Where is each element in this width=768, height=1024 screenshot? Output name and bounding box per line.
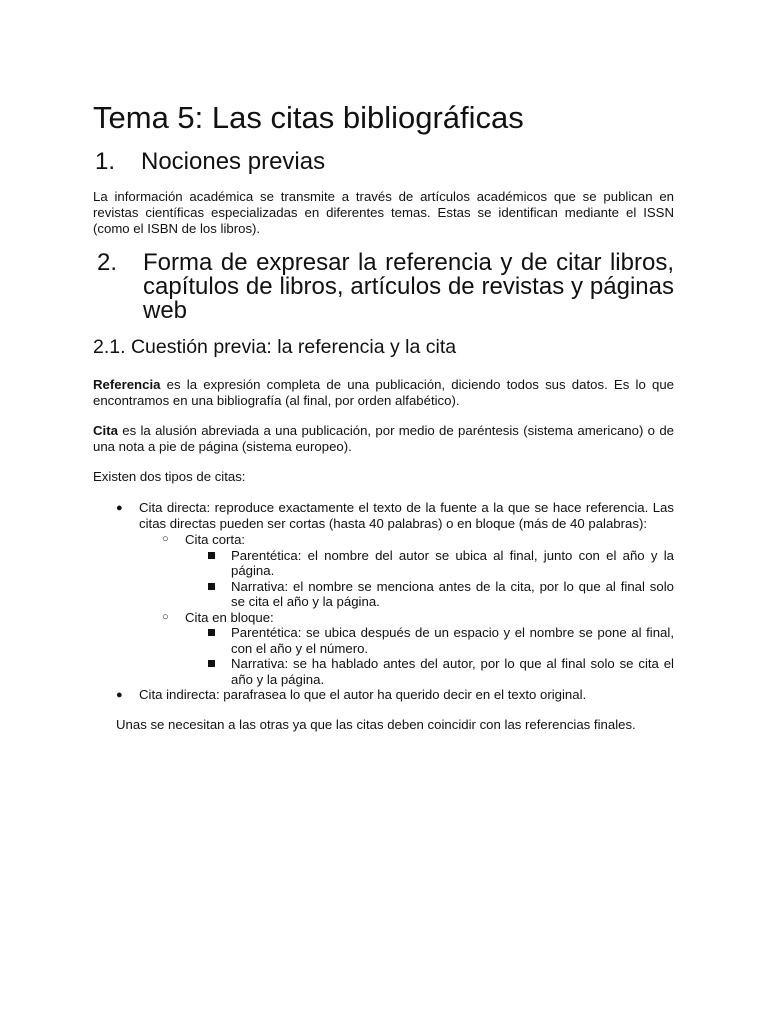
square-bullet-icon	[208, 552, 215, 559]
list-item-text: Cita indirecta: parafrasea lo que el autor ha querido decir en el texto original.	[139, 687, 587, 702]
list-item-text: Cita directa: reproduce exactamente el texto de la fuente a la que se hace referencia. Las citas directas pueden ser cortas (hasta 40 palabras) o en bloque (más de 40 palabras):	[139, 500, 674, 531]
direct-citation-sublist	[139, 532, 674, 687]
citation-types-list	[93, 500, 674, 703]
cita-term: Cita	[93, 423, 118, 438]
square-bullet-icon	[208, 660, 215, 667]
section-1-title: Nociones previas	[141, 148, 326, 175]
referencia-definition: es la expresión completa de una publicación, diciendo todos sus datos. Es lo que encontramos en una bibliografía (al final, por orden alfabético).	[93, 377, 674, 408]
list-item-narrativa	[208, 579, 674, 610]
list-item-cita-indirecta	[116, 687, 674, 703]
section-2-title: Forma de expresar la referencia y de citar libros, capítulos de libros, artículos de revistas y páginas web	[143, 249, 674, 324]
section-2-heading	[93, 251, 674, 323]
bullet-icon: ●	[116, 502, 123, 514]
document-page	[93, 98, 674, 733]
referencia-paragraph	[93, 377, 674, 409]
cita-definition: es la alusión abreviada a una publicación, por medio de paréntesis (sistema americano) o de una nota a pie de página (sistema europeo).	[93, 423, 674, 454]
section-1-number: 1.	[95, 148, 116, 175]
tipos-intro: Existen dos tipos de citas:	[93, 469, 246, 484]
closing-paragraph: Unas se necesitan a las otras ya que las citas deben coincidir con las referencias finales.	[116, 717, 636, 732]
section-1-heading	[93, 150, 674, 174]
list-item-narrativa	[208, 656, 674, 687]
list-item-text: Cita en bloque:	[185, 609, 274, 625]
list-item-text: Narrativa: el nombre se menciona antes de la cita, por lo que al final solo se cita el año y la página.	[231, 578, 674, 609]
list-item-text: Cita corta:	[185, 532, 246, 547]
circle-bullet-icon: ○	[162, 533, 169, 545]
list-item-parentetica	[208, 625, 674, 656]
section-2-number: 2.	[97, 249, 118, 276]
short-citation-sublist	[185, 548, 674, 610]
list-item-text: Parentética: el nombre del autor se ubica al final, junto con el año y la página.	[231, 547, 674, 578]
list-item-cita-bloque	[162, 610, 674, 688]
list-item-text: Narrativa: se ha hablado antes del autor, por lo que al final solo se cita el año y la página.	[231, 656, 674, 687]
list-item-parentetica	[208, 548, 674, 579]
cita-paragraph	[93, 423, 674, 455]
list-item-text: Parentética: se ubica después de un espacio y el nombre se pone al final, con el año y el número.	[231, 625, 674, 656]
list-item-cita-corta	[162, 532, 674, 610]
section-1-paragraph: La información académica se transmite a través de artículos académicos que se publican en revistas científicas especializadas en diferentes temas. Estas se identifican mediante el ISSN (como el ISBN de los libros).	[93, 189, 674, 236]
document-title: Tema 5: Las citas bibliográficas	[93, 100, 524, 135]
list-item-cita-directa	[116, 500, 674, 687]
circle-bullet-icon: ○	[162, 610, 169, 623]
subsection-2-1-heading: 2.1. Cuestión previa: la referencia y la cita	[93, 336, 457, 358]
bullet-icon: ●	[116, 689, 123, 701]
block-citation-sublist	[185, 625, 674, 687]
square-bullet-icon	[208, 583, 215, 590]
referencia-term: Referencia	[93, 377, 161, 392]
square-bullet-icon	[208, 629, 215, 636]
